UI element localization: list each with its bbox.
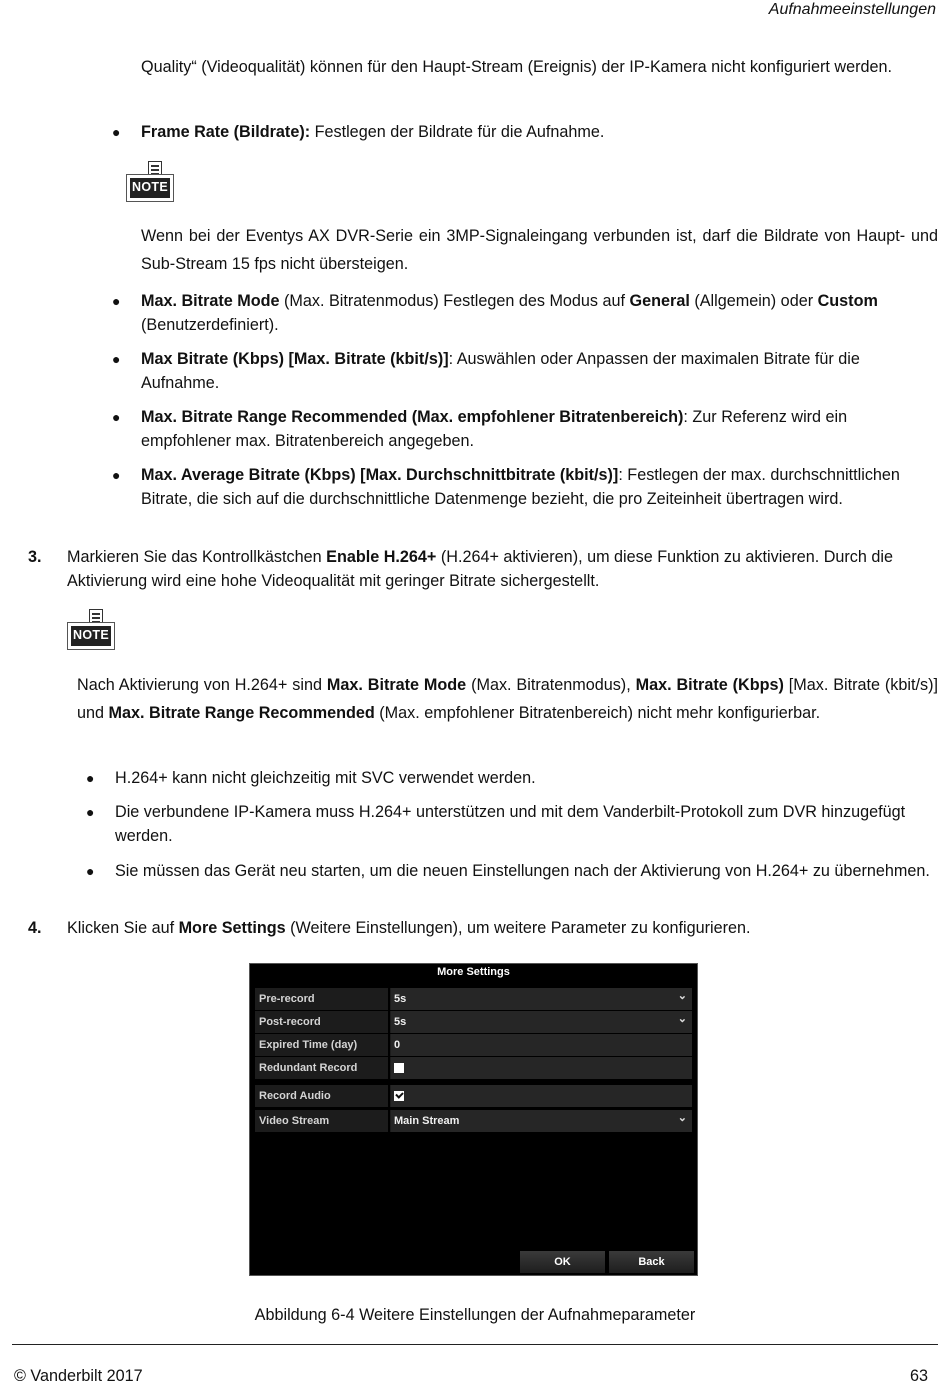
bullet-marker: ●	[86, 863, 95, 879]
row-video-stream	[255, 1110, 692, 1132]
note2-text: Nach Aktivierung von H.264+ sind Max. Bitrate Mode (Max. Bitratenmodus), Max. Bitrate (Kbps) [Max. Bitrate (kbit/s)] und Max. Bitrate Range Recommended (Max. empfohlener Bitratenbereich) nicht mehr konfigurierbar.	[77, 676, 938, 722]
bullet-bitrate-mode: Max. Bitrate Mode (Max. Bitratenmodus) Festlegen des Modus auf General (Allgemein) oder Custom (Benutzerdefiniert).	[141, 292, 878, 334]
footer-page-number: 63	[909, 1367, 928, 1385]
redundant-record-checkbox[interactable]	[394, 1063, 404, 1073]
step3-text: Markieren Sie das Kontrollkästchen Enable H.264+ (H.264+ aktivieren), um diese Funktion zu aktivieren. Durch die Aktivierung wird eine hohe Videoqualität mit geringer Bitrate sichergestellt.	[67, 548, 893, 590]
bullet-marker: ●	[112, 409, 121, 425]
step-number: 3.	[28, 548, 42, 566]
post-record-select[interactable]: 5s ⌄	[391, 1011, 692, 1033]
figure-caption: Abbildung 6-4 Weitere Einstellungen der Aufnahmeparameter	[254, 1306, 696, 1324]
row-record-audio	[255, 1085, 692, 1107]
note-icon: NOTE	[67, 609, 115, 653]
row-redundant-record	[255, 1057, 692, 1079]
bullet-max-bitrate: Max Bitrate (Kbps) [Max. Bitrate (kbit/s)]: Auswählen oder Anpassen der maximalen Bitrate für die Aufnahme.	[141, 350, 860, 392]
step-number: 4.	[28, 919, 42, 937]
step4-text: Klicken Sie auf More Settings (Weitere Einstellungen), um weitere Parameter zu konfigurieren.	[67, 919, 751, 937]
record-audio-cell	[391, 1085, 692, 1107]
note2-bullet: Sie müssen das Gerät neu starten, um die neuen Einstellungen nach der Aktivierung von H.264+ zu übernehmen.	[115, 862, 930, 880]
bullet-marker: ●	[86, 804, 95, 820]
record-audio-checkbox[interactable]	[394, 1091, 404, 1101]
row-label: Redundant Record	[259, 1062, 358, 1074]
chevron-down-icon: ⌄	[677, 1013, 687, 1025]
bullet-marker: ●	[112, 124, 121, 140]
note2-bullet: Die verbundene IP-Kamera muss H.264+ unterstützen und mit dem Vanderbilt-Protokoll zum DVR hinzugefügt werden.	[115, 803, 906, 845]
more-settings-dialog	[249, 963, 698, 1276]
row-label: Pre-record	[259, 993, 315, 1005]
back-button[interactable]: Back	[609, 1251, 694, 1273]
redundant-record-cell	[391, 1057, 692, 1079]
chevron-down-icon: ⌄	[677, 1112, 687, 1124]
bullet-marker: ●	[86, 770, 95, 786]
footer-copyright: © Vanderbilt 2017	[14, 1367, 143, 1385]
expired-time-input[interactable]: 0	[391, 1034, 692, 1056]
row-pre-record	[255, 988, 692, 1010]
video-stream-select[interactable]: Main Stream ⌄	[391, 1110, 692, 1132]
note-icon: NOTE	[126, 161, 174, 205]
row-expired-time	[255, 1034, 692, 1056]
row-label: Record Audio	[259, 1090, 331, 1102]
bullet-bitrate-range: Max. Bitrate Range Recommended (Max. empfohlener Bitratenbereich): Zur Referenz wird ein empfohlener max. Bitratenbereich angegeben.	[141, 408, 848, 450]
bullet-average-bitrate: Max. Average Bitrate (Kbps) [Max. Durchschnittbitrate (kbit/s)]: Festlegen der max. durchschnittlichen Bitrate, die sich auf die durchschnittliche Datenmenge bezieht, die pro Zeiteinheit übertragen wird.	[141, 466, 900, 508]
dialog-title: More Settings	[437, 966, 510, 978]
note2-bullet: H.264+ kann nicht gleichzeitig mit SVC verwendet werden.	[115, 769, 536, 787]
row-label: Expired Time (day)	[259, 1039, 358, 1051]
footer-divider	[12, 1344, 938, 1345]
intro-paragraph: Quality“ (Videoqualität) können für den Haupt-Stream (Ereignis) der IP-Kamera nicht konfiguriert werden.	[141, 58, 892, 76]
row-label: Post-record	[259, 1016, 321, 1028]
row-post-record	[255, 1011, 692, 1033]
bullet-marker: ●	[112, 467, 121, 483]
row-label: Video Stream	[259, 1115, 330, 1127]
bullet-marker: ●	[112, 293, 121, 309]
chevron-down-icon: ⌄	[677, 990, 687, 1002]
ok-button[interactable]: OK	[520, 1251, 605, 1273]
note1-text: Wenn bei der Eventys AX DVR-Serie ein 3MP-Signaleingang verbunden ist, darf die Bildrate von Haupt- und Sub-Stream 15 fps nicht übersteigen.	[141, 227, 938, 273]
pre-record-select[interactable]: 5s ⌄	[391, 988, 692, 1010]
bullet-marker: ●	[112, 351, 121, 367]
page-header-title: Aufnahmeeinstellungen	[768, 1, 936, 18]
bullet-frame-rate: Frame Rate (Bildrate): Festlegen der Bildrate für die Aufnahme.	[141, 123, 605, 141]
